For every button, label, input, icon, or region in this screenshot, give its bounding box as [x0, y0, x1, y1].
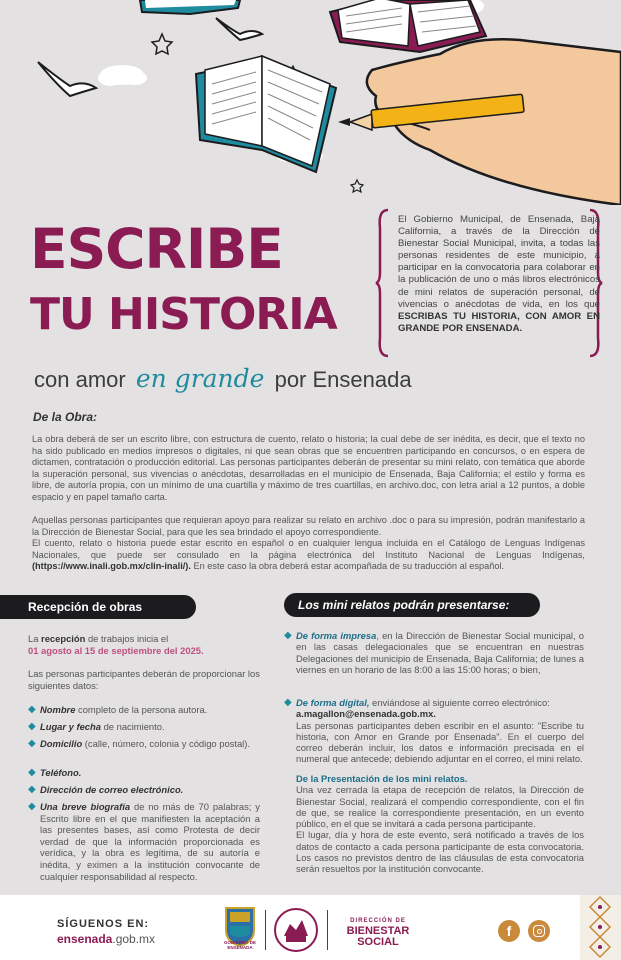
bienestar-logo: DIRECCIÓN DE BIENESTAR SOCIAL [346, 918, 410, 948]
obra-paragraph-2: Aquellas personas participantes que requieran apoyo para realizar su relato en archivo .doc o para su impresión, podrán manifestarlo a la Dirección de Bienestar Social, para que les sea brindado el apoyo correspondiente. El cuento, relato o historia puede estar escrito en español o en cualquier lengua incluida en el Catálogo de Lenguas Indígenas Nacionales, que puede ser consulado en la página electrónica del Instituto Nacional de Lenguas Indígenas, (https://www.inali.gob.mx/clin-inali/). En este caso la obra deberá estar acompañada de su traducción al español. [32, 515, 585, 572]
gobierno-label: GOBIERNO DE ENSENADA [223, 940, 256, 950]
open-book-icon [196, 56, 336, 172]
facebook-icon[interactable]: f [498, 920, 520, 942]
divider [265, 910, 266, 950]
presentacion-heading: De la Presentación de los mini relatos. [296, 773, 468, 784]
cloud-icon [98, 65, 147, 86]
intro-bold: ESCRIBAS TU HISTORIA, CON AMOR EN GRANDE POR ENSENADA. [398, 310, 600, 334]
subtitle-pre: con amor [34, 367, 126, 392]
subtitle-post: por Ensenada [274, 367, 412, 392]
obra-paragraph-1: La obra deberá de ser un escrito libre, con estructura de cuento, relato o historia; la cual debe de ser inédita, es decir, que el texto no ha sido publicado en medios impresos o digitales, ni que sean obras que se encuentren participando en concursos, o en espera de dictamen, contratación o producción editorial. Las personas participantes deberán de presentar su mini relato, con temática que aborde la superación personal, sus vivencias o anécdotas, desarrolladas en el municipio de Ensenada, Baja California; el estilo y forma es libre, de autoría propia, con un mínimo de una cuartilla y máximo de tres cuartillas, en archivo.doc, con letra arial a 12 puntos, a doble espacio y en papel tamaño carta. [32, 434, 585, 502]
presentacion-block: De la Presentación de los mini relatos. Una vez cerrada la etapa de recepción de relatos, la Dirección de Bienestar Social, realizará el compendio correspondiente, con el fin de que, se realice la correspondiente presentación, en un evento público, en el que se invitará a cada persona participante. El lugar, día y hora de este evento, será notificado a través de los datos de contacto a cada persona participante de esta convocatoria. Los casos no previstos dentro de las cláusulas de esta convocatoria serán resueltos por la institución convocante. [296, 773, 584, 875]
star-icon [351, 180, 363, 192]
municipal-emblem-icon [272, 906, 320, 954]
list-item: ◆ Teléfono. [28, 767, 82, 778]
divider [327, 910, 328, 950]
recepcion-heading: Recepción de obras [0, 595, 196, 619]
website-link[interactable]: ensenada.gob.mx [57, 932, 156, 946]
impresa-item: ◆ De forma impresa, en la Dirección de Bienestar Social municipal, o en las casas delegacionales que se encuentran en nuestras Delegaciones del municipio de Ensenada, Baja California; de lunes a viernes en un horario de las 8:00 a las 15:00 horas; o bien, [284, 630, 584, 675]
siguenos-label: SÍGUENOS EN: [57, 918, 150, 930]
list-item: ◆ Nombre completo de la persona autora. [28, 704, 208, 715]
inali-link[interactable]: (https://www.inali.gob.mx/clin-inali/). [32, 561, 191, 572]
obra-heading: De la Obra: [33, 410, 98, 424]
recepcion-dates: La recepción de trabajos inicia el 01 agosto al 15 de septiembre del 2025. [28, 633, 204, 656]
bird-icon [216, 18, 262, 40]
title-line-1: ESCRIBE [30, 217, 283, 281]
left-brace-icon [374, 208, 390, 358]
decorative-pattern-icon [580, 895, 621, 960]
bird-icon [38, 62, 96, 96]
subtitle-script: en grande [135, 364, 265, 393]
digital-item: ◆ De forma digital, enviándose al siguiente correo electrónico: a.magallon@ensenada.gob.mx. Las personas participantes deben escribir en el asunto: "Escribe tu historia, con Amor en Grande por Ensenada". En el cuerpo del correo deberán incluir, los datos e información precisada en el numeral que antecede; debiendo adjuntar en el correo, el mini relato. [284, 697, 584, 765]
star-icon [152, 34, 172, 54]
list-item: ◆ Lugar y fecha de nacimiento. [28, 721, 165, 732]
list-item: ◆ Dirección de correo electrónico. [28, 784, 184, 795]
hero-illustration [0, 0, 621, 205]
instagram-icon[interactable] [528, 920, 550, 942]
datos-intro: Las personas participantes deberán de proporcionar los siguientes datos: [28, 668, 260, 691]
email-link[interactable]: a.magallon@ensenada.gob.mx. [296, 708, 436, 720]
title-line-2: TU HISTORIA [30, 289, 337, 340]
intro-text: El Gobierno Municipal, de Ensenada, Baja California, a través de la Dirección de Bienestar Social Municipal, invita, a todas las personas residentes de este municipio, a participar en la convocatoria para colaborar en la publicación de uno o más libros electrónicos de mini relatos de superación personal, de vivencias o anécdotas de vida, en los que ESCRIBAS TU HISTORIA, CON AMOR EN GRANDE POR ENSENADA. [398, 214, 600, 334]
subtitle [34, 364, 412, 393]
list-item: ◆ Domicilio (calle, número, colonia y código postal). [28, 738, 250, 749]
presentar-heading: Los mini relatos podrán presentarse: [284, 593, 540, 617]
list-item: ◆ Una breve biografía de no más de 70 palabras; y Escrito libre en el que manifiesten la aceptación a las presentes bases, así como Protesta de decir verdad de que la información proporcionada es verídica, y la obra es legítima, de su autoría e inédita, y eximen a la institución convocante de cualquier responsabilidad al respecto. [28, 801, 260, 882]
